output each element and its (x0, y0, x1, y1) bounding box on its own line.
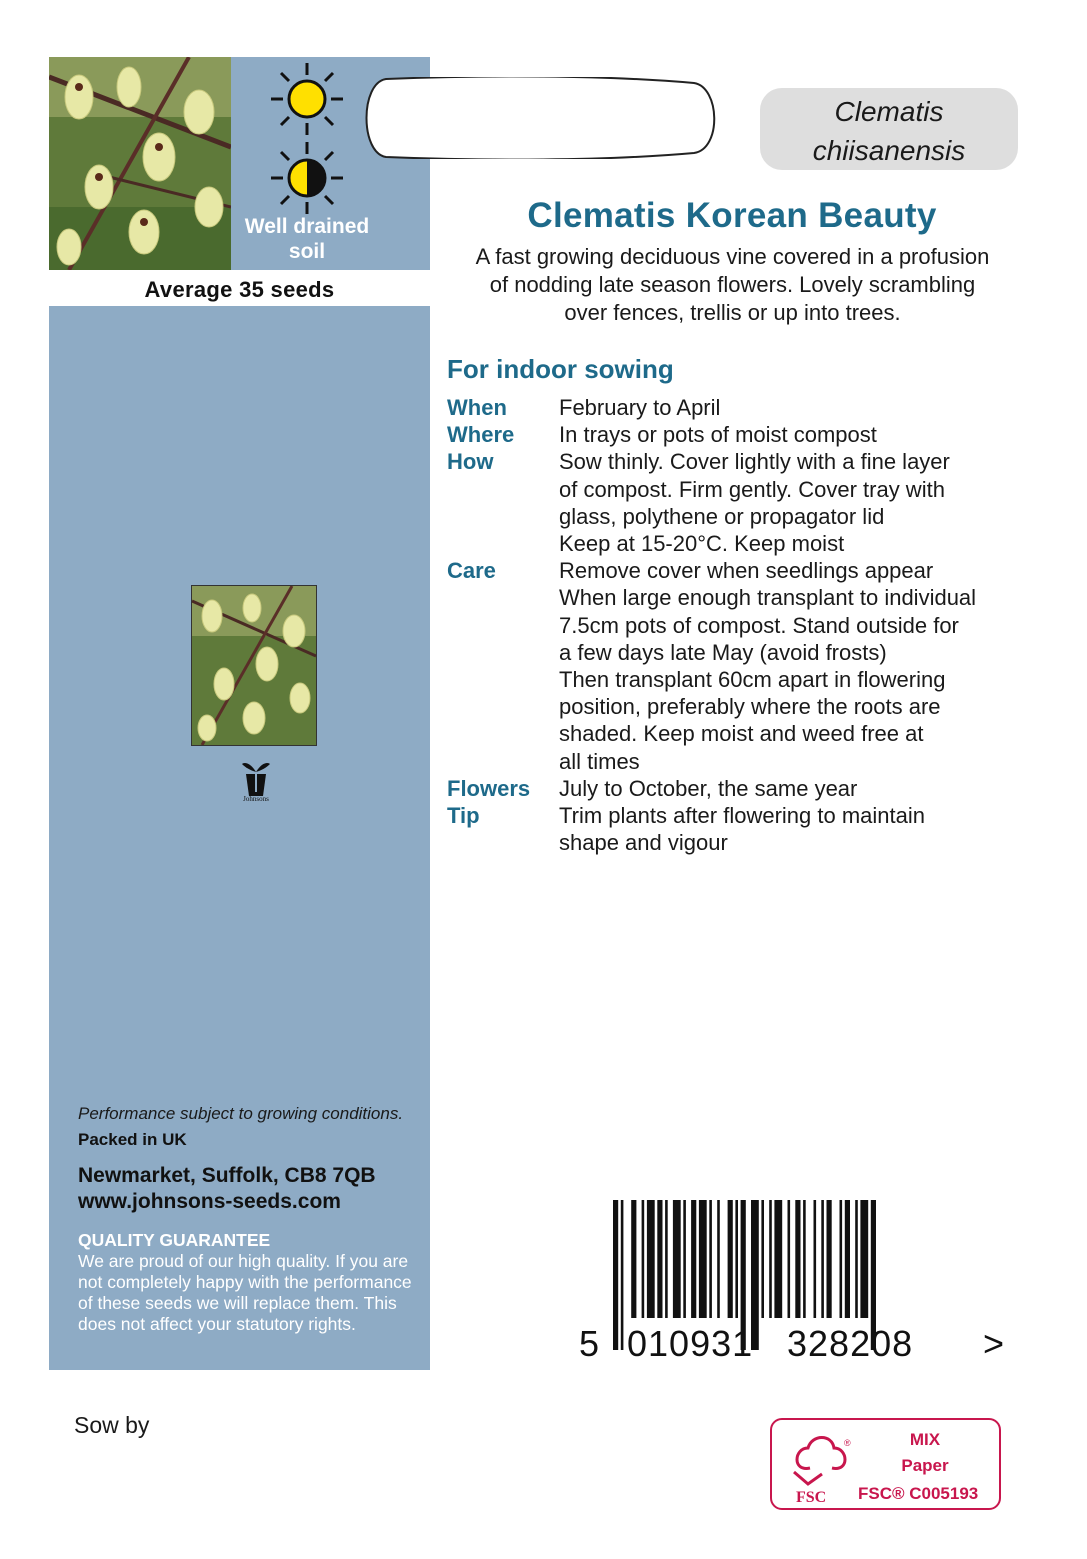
product-photo (49, 57, 231, 270)
instruction-label: How (447, 449, 494, 475)
barcode-bar (735, 1200, 738, 1318)
instruction-text (559, 394, 1047, 421)
packed-in: Packed in UK (78, 1130, 187, 1149)
instruction-line: When large enough transplant to individual (559, 585, 977, 611)
fsc-tree-icon (782, 1428, 862, 1504)
botanical-name (760, 88, 1018, 170)
instruction-row-care (447, 557, 1047, 775)
sowing-instructions (447, 394, 1047, 856)
fsc-logo-text: FSC (796, 1489, 827, 1504)
fsc-paper: Paper (901, 1456, 949, 1475)
instruction-row-how (447, 448, 1047, 557)
barcode-bar (769, 1200, 772, 1318)
barcode-bar (827, 1200, 832, 1318)
barcode-bar (647, 1200, 655, 1318)
instruction-line: Trim plants after flowering to maintain (559, 803, 925, 829)
botanical-species: chiisanensis (812, 135, 966, 166)
barcode-bar (691, 1200, 696, 1318)
instruction-line: position, preferably where the roots are (559, 694, 941, 720)
instruction-label: Where (447, 422, 515, 448)
instruction-line: Then transplant 60cm apart in flowering (559, 667, 946, 693)
full-sun-icon (269, 61, 345, 137)
botanical-genus: Clematis (834, 96, 944, 127)
address-line: Newmarket, Suffolk, CB8 7QB (78, 1164, 376, 1187)
address (78, 1163, 376, 1215)
instruction-label: Flowers (447, 775, 531, 801)
fsc-code: FSC® C005193 (858, 1484, 979, 1503)
barcode-bar (803, 1200, 806, 1318)
description-line: over fences, trellis or up into trees. (564, 300, 901, 325)
instruction-line: of compost. Firm gently. Cover tray with (559, 476, 945, 502)
instruction-line: Sow thinly. Cover lightly with a fine layer (559, 449, 950, 475)
instruction-text (559, 557, 1047, 775)
partial-shade-icon (269, 140, 345, 216)
product-thumbnail (191, 585, 317, 746)
instruction-label: When (447, 395, 507, 420)
description-line: of nodding late season flowers. Lovely scrambling (489, 272, 976, 297)
instruction-text (559, 775, 1047, 802)
instruction-line: all times (559, 748, 640, 774)
instruction-line: Keep at 15-20°C. Keep moist (559, 531, 845, 557)
instruction-row-where (447, 421, 1047, 448)
instruction-line: July to October, the same year (559, 775, 858, 801)
fsc-mix: MIX (909, 1430, 941, 1449)
quality-text: We are proud of our high quality. If you are not completely happy with the performance of these seeds we will replace them. This does not affect your statutory rights. (78, 1251, 412, 1334)
sowing-heading: For indoor sowing (447, 354, 674, 384)
quality-guarantee (78, 1230, 428, 1335)
barcode-bar (665, 1200, 668, 1318)
product-title: Clematis Korean Beauty (527, 196, 937, 235)
description-line: A fast growing deciduous vine covered in a profusion (475, 244, 990, 269)
barcode-bar (699, 1200, 707, 1318)
instruction-text (559, 448, 1047, 557)
barcode-bar (613, 1200, 618, 1350)
instruction-line: 7.5cm pots of compost. Stand outside for (559, 612, 959, 638)
barcode-bar (855, 1200, 858, 1318)
barcode-bar (709, 1200, 712, 1318)
barcode (565, 1200, 1015, 1360)
website: www.johnsons-seeds.com (78, 1190, 341, 1213)
sow-by-label: Sow by (74, 1412, 150, 1438)
barcode-bar (728, 1200, 733, 1318)
instruction-text (559, 421, 1047, 448)
barcode-digit: 5 (579, 1323, 600, 1360)
instruction-line: shaded. Keep moist and weed free at (559, 721, 924, 747)
barcode-group-right: 328208 (787, 1323, 914, 1360)
instruction-row-when (447, 394, 1047, 421)
barcode-bar (774, 1200, 782, 1318)
product-description (440, 243, 1025, 327)
instruction-line: shape and vigour (559, 830, 728, 856)
instruction-line: February to April (559, 395, 721, 420)
soil-label: Well drained soil (244, 215, 370, 263)
barcode-bar (860, 1200, 868, 1318)
logo-text: Johnsons (243, 795, 269, 803)
label-blank (364, 77, 722, 159)
seed-count-bar (49, 270, 430, 306)
instruction-text (559, 802, 1047, 856)
instruction-label: Care (447, 558, 496, 584)
barcode-bar (840, 1200, 843, 1318)
barcode-bar (821, 1200, 824, 1318)
barcode-bar (657, 1200, 662, 1318)
barcode-bar (814, 1200, 817, 1318)
svg-text:®: ® (844, 1438, 851, 1448)
barcode-arrow: > (983, 1323, 1005, 1360)
barcode-bar (642, 1200, 645, 1318)
seed-count: Average 35 seeds (144, 277, 335, 302)
barcode-bar (673, 1200, 681, 1318)
instruction-line: glass, polythene or propagator lid (559, 503, 885, 529)
instruction-line: Remove cover when seedlings appear (559, 558, 934, 584)
disclaimer: Performance subject to growing conditions. (78, 1104, 404, 1123)
barcode-bar (788, 1200, 791, 1318)
barcode-bar (631, 1200, 636, 1318)
johnsons-logo (236, 758, 276, 806)
instruction-label: Tip (447, 803, 480, 829)
instruction-row-flowers (447, 775, 1047, 802)
barcode-bar (795, 1200, 800, 1318)
instruction-line: a few days late May (avoid frosts) (559, 639, 887, 665)
quality-title: QUALITY GUARANTEE (78, 1230, 271, 1250)
barcode-bar (761, 1200, 764, 1318)
instruction-line: In trays or pots of moist compost (559, 422, 877, 448)
instruction-row-tip (447, 802, 1047, 856)
barcode-group-left: 010931 (627, 1323, 754, 1360)
barcode-bar (683, 1200, 686, 1318)
barcode-bar (845, 1200, 850, 1318)
barcode-bar (717, 1200, 720, 1318)
barcode-bar (621, 1200, 624, 1350)
